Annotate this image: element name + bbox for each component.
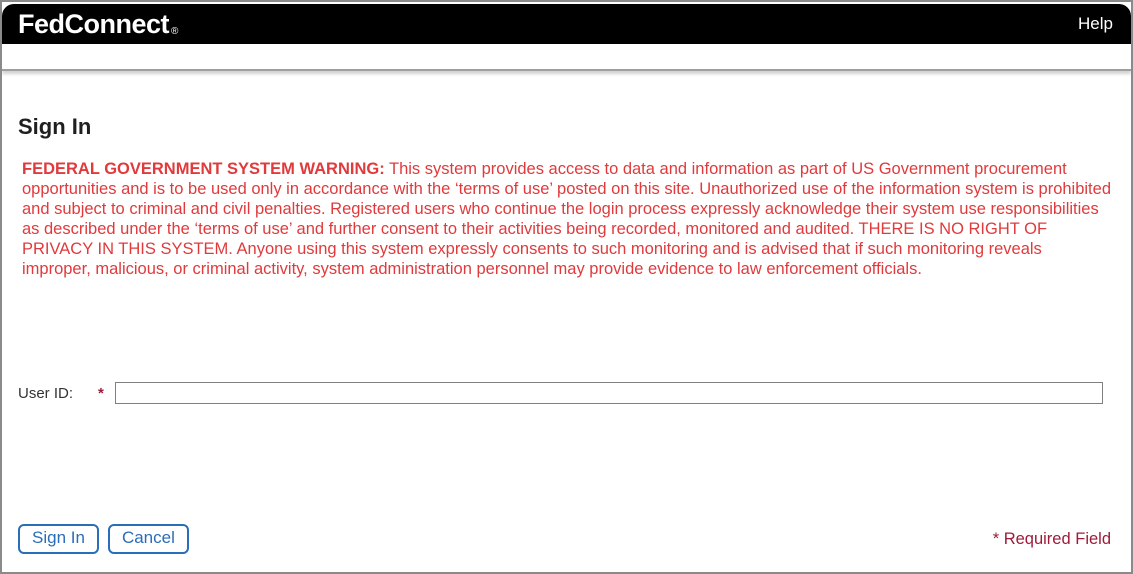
system-warning-text [22, 159, 1115, 279]
system-warning-body: This system provides access to data and information as part of US Government procurement opportunities and is to be used only in accordance with the ‘terms of use’ posted on this site. Unauthorized use of the information system is prohibited and subject to criminal and civil penalties. Registered users who continue the login process expressly acknowledge their system use responsibilities as described under the ‘terms of use’ and further consent to their activities being recorded, monitored and audited. THERE IS NO RIGHT OF PRIVACY IN THIS SYSTEM. Anyone using this system expressly consents to such monitoring and is advised that if such monitoring reveals improper, malicious, or criminal activity, system administration personnel may provide evidence to law enforcement officials. [22, 160, 1111, 278]
footer-row [18, 524, 1111, 554]
user-id-label: User ID: [18, 384, 74, 402]
help-link[interactable]: Help [1078, 14, 1113, 33]
registered-trademark-symbol: ® [171, 25, 178, 37]
sub-banner-strip [2, 44, 1131, 71]
required-asterisk: * [98, 384, 104, 402]
required-field-note: * Required Field [992, 529, 1111, 548]
user-id-input[interactable] [115, 382, 1103, 404]
page-title: Sign In [18, 114, 92, 139]
system-warning-lead: FEDERAL GOVERNMENT SYSTEM WARNING: [22, 160, 385, 178]
button-group [18, 524, 189, 554]
cancel-button[interactable]: Cancel [108, 524, 189, 554]
fedconnect-logo [18, 9, 178, 40]
top-banner [2, 4, 1131, 44]
brand-name: FedConnect [18, 8, 170, 39]
sign-in-button[interactable]: Sign In [18, 524, 99, 554]
user-id-row [18, 382, 1103, 404]
